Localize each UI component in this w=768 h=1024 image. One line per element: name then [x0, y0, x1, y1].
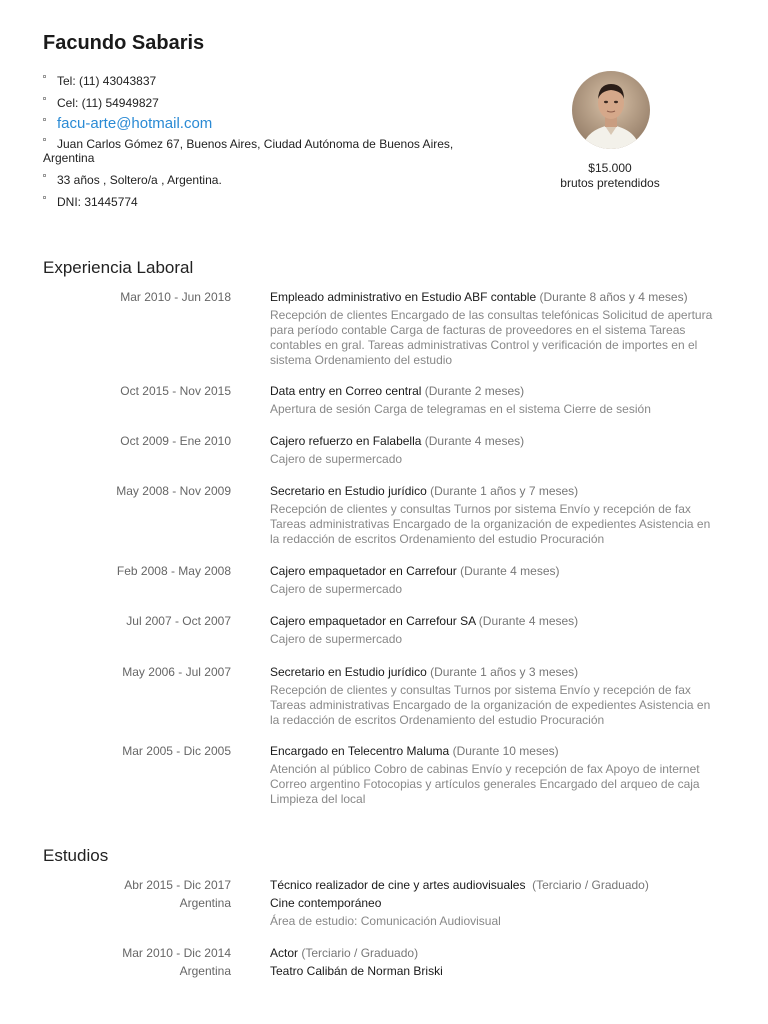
contact-age [43, 173, 483, 187]
experience-title: Cajero refuerzo en Falabella [270, 434, 422, 448]
study-dates: Mar 2010 - Dic 2014 [122, 946, 231, 960]
experience-duration: (Durante 4 meses) [478, 614, 579, 628]
study-body [270, 946, 720, 979]
experience-duration: (Durante 10 meses) [452, 744, 559, 758]
contact-dni [43, 195, 483, 209]
tel-text: Tel: (11) 43043837 [57, 74, 157, 88]
experience-body [270, 665, 720, 728]
experience-description: Atención al público Cobro de cabinas Envío y recepción de fax Apoyo de internet Correo argentino Fotocopias y artículos generales Encargado del arqueo de caja Limpieza del local [270, 762, 700, 806]
study-dates: Abr 2015 - Dic 2017 [124, 878, 231, 892]
experience-title: Cajero empaquetador en Carrefour SA [270, 614, 476, 628]
email-link[interactable]: facu-arte@hotmail.com [57, 115, 213, 132]
experience-description: Cajero de supermercado [270, 632, 403, 646]
candidate-name: Facundo Sabaris [43, 32, 205, 54]
experience-description: Recepción de clientes Encargado de las consultas telefónicas Solicitud de apertura para período contable Carga de facturas de proveedores en el sistema Tareas contables en gral. Tareas administrativas Control y verificación de importes en el sistema Ordenamiento del estudio [270, 308, 713, 367]
experience-duration: (Durante 2 meses) [424, 384, 525, 398]
experience-body [270, 744, 720, 807]
salary-label: brutos pretendidos [560, 176, 660, 190]
study-institution: Cine contemporáneo [270, 896, 382, 910]
contact-cel [43, 96, 483, 110]
experience-body [270, 484, 720, 547]
study-title: Técnico realizador de cine y artes audiovisuales [270, 878, 526, 892]
study-dates-block [60, 878, 231, 911]
experience-title: Secretario en Estudio jurídico [270, 484, 427, 498]
bullet-icon [43, 138, 46, 141]
experience-dates: May 2006 - Jul 2007 [122, 665, 231, 679]
experience-dates: Mar 2005 - Dic 2005 [122, 744, 231, 758]
study-area: Área de estudio: Comunicación Audiovisual [270, 914, 501, 928]
experience-duration: (Durante 1 años y 3 meses) [430, 665, 579, 679]
bullet-icon [43, 174, 46, 177]
address-text: Juan Carlos Gómez 67, Buenos Aires, Ciudad Autónoma de Buenos Aires, Argentina [43, 137, 454, 165]
experience-title: Encargado en Telecentro Maluma [270, 744, 450, 758]
experience-body [270, 290, 720, 368]
experience-duration: (Durante 4 meses) [460, 564, 560, 578]
bullet-icon [43, 118, 46, 121]
study-country: Argentina [179, 896, 231, 910]
experience-description: Cajero de supermercado [270, 452, 403, 466]
study-dates-block [60, 946, 231, 979]
experience-dates: May 2008 - Nov 2009 [116, 484, 231, 498]
profile-photo [572, 71, 650, 149]
salary-block [540, 161, 680, 191]
experience-body [270, 384, 720, 417]
experience-title: Data entry en Correo central [270, 384, 422, 398]
experience-duration: (Durante 4 meses) [424, 434, 525, 448]
experience-dates: Oct 2015 - Nov 2015 [120, 384, 231, 398]
contact-list [43, 72, 483, 209]
experience-dates: Jul 2007 - Oct 2007 [126, 614, 231, 628]
experience-description: Apertura de sesión Carga de telegramas en el sistema Cierre de sesión [270, 402, 651, 416]
dni-text: DNI: 31445774 [57, 195, 138, 209]
experience-dates: Mar 2010 - Jun 2018 [120, 290, 231, 304]
salary-amount: $15.000 [588, 161, 632, 175]
study-body [270, 878, 720, 929]
experience-body [270, 564, 720, 597]
experience-title: Cajero empaquetador en Carrefour [270, 564, 457, 578]
experience-duration: (Durante 1 años y 7 meses) [430, 484, 579, 498]
experience-body [270, 614, 720, 647]
study-title: Actor [270, 946, 299, 960]
profile-photo-image [572, 71, 650, 149]
age-text: 33 años , Soltero/a , Argentina. [57, 173, 222, 187]
bullet-icon [43, 75, 46, 78]
study-institution: Teatro Calibán de Norman Briski [270, 964, 443, 978]
cel-text: Cel: (11) 54949827 [57, 96, 159, 110]
experience-description: Recepción de clientes y consultas Turnos por sistema Envío y recepción de fax Tareas administrativas Encargado de la organización de expedientes Asistencia en la redacción de escritos Ordenamiento del estudio Procuración [270, 683, 711, 727]
experience-title: Empleado administrativo en Estudio ABF contable [270, 290, 537, 304]
experience-body [270, 434, 720, 467]
experience-section-title: Experiencia Laboral [43, 258, 194, 277]
studies-section-title: Estudios [43, 846, 109, 865]
experience-duration: (Durante 8 años y 4 meses) [539, 290, 688, 304]
contact-address [43, 137, 483, 165]
study-country: Argentina [179, 964, 231, 978]
experience-description: Recepción de clientes y consultas Turnos por sistema Envío y recepción de fax Tareas administrativas Encargado de la organización de expedientes Asistencia en la redacción de escritos Ordenamiento del estudio Procuración [270, 502, 711, 546]
bullet-icon [43, 196, 46, 199]
contact-tel [43, 74, 483, 88]
contact-email [43, 117, 483, 131]
experience-dates: Oct 2009 - Ene 2010 [120, 434, 231, 448]
experience-dates: Feb 2008 - May 2008 [116, 564, 231, 578]
experience-title: Secretario en Estudio jurídico [270, 665, 427, 679]
study-level: (Terciario / Graduado) [301, 946, 419, 960]
experience-description: Cajero de supermercado [270, 582, 403, 596]
study-level: (Terciario / Graduado) [532, 878, 649, 892]
bullet-icon [43, 97, 46, 100]
